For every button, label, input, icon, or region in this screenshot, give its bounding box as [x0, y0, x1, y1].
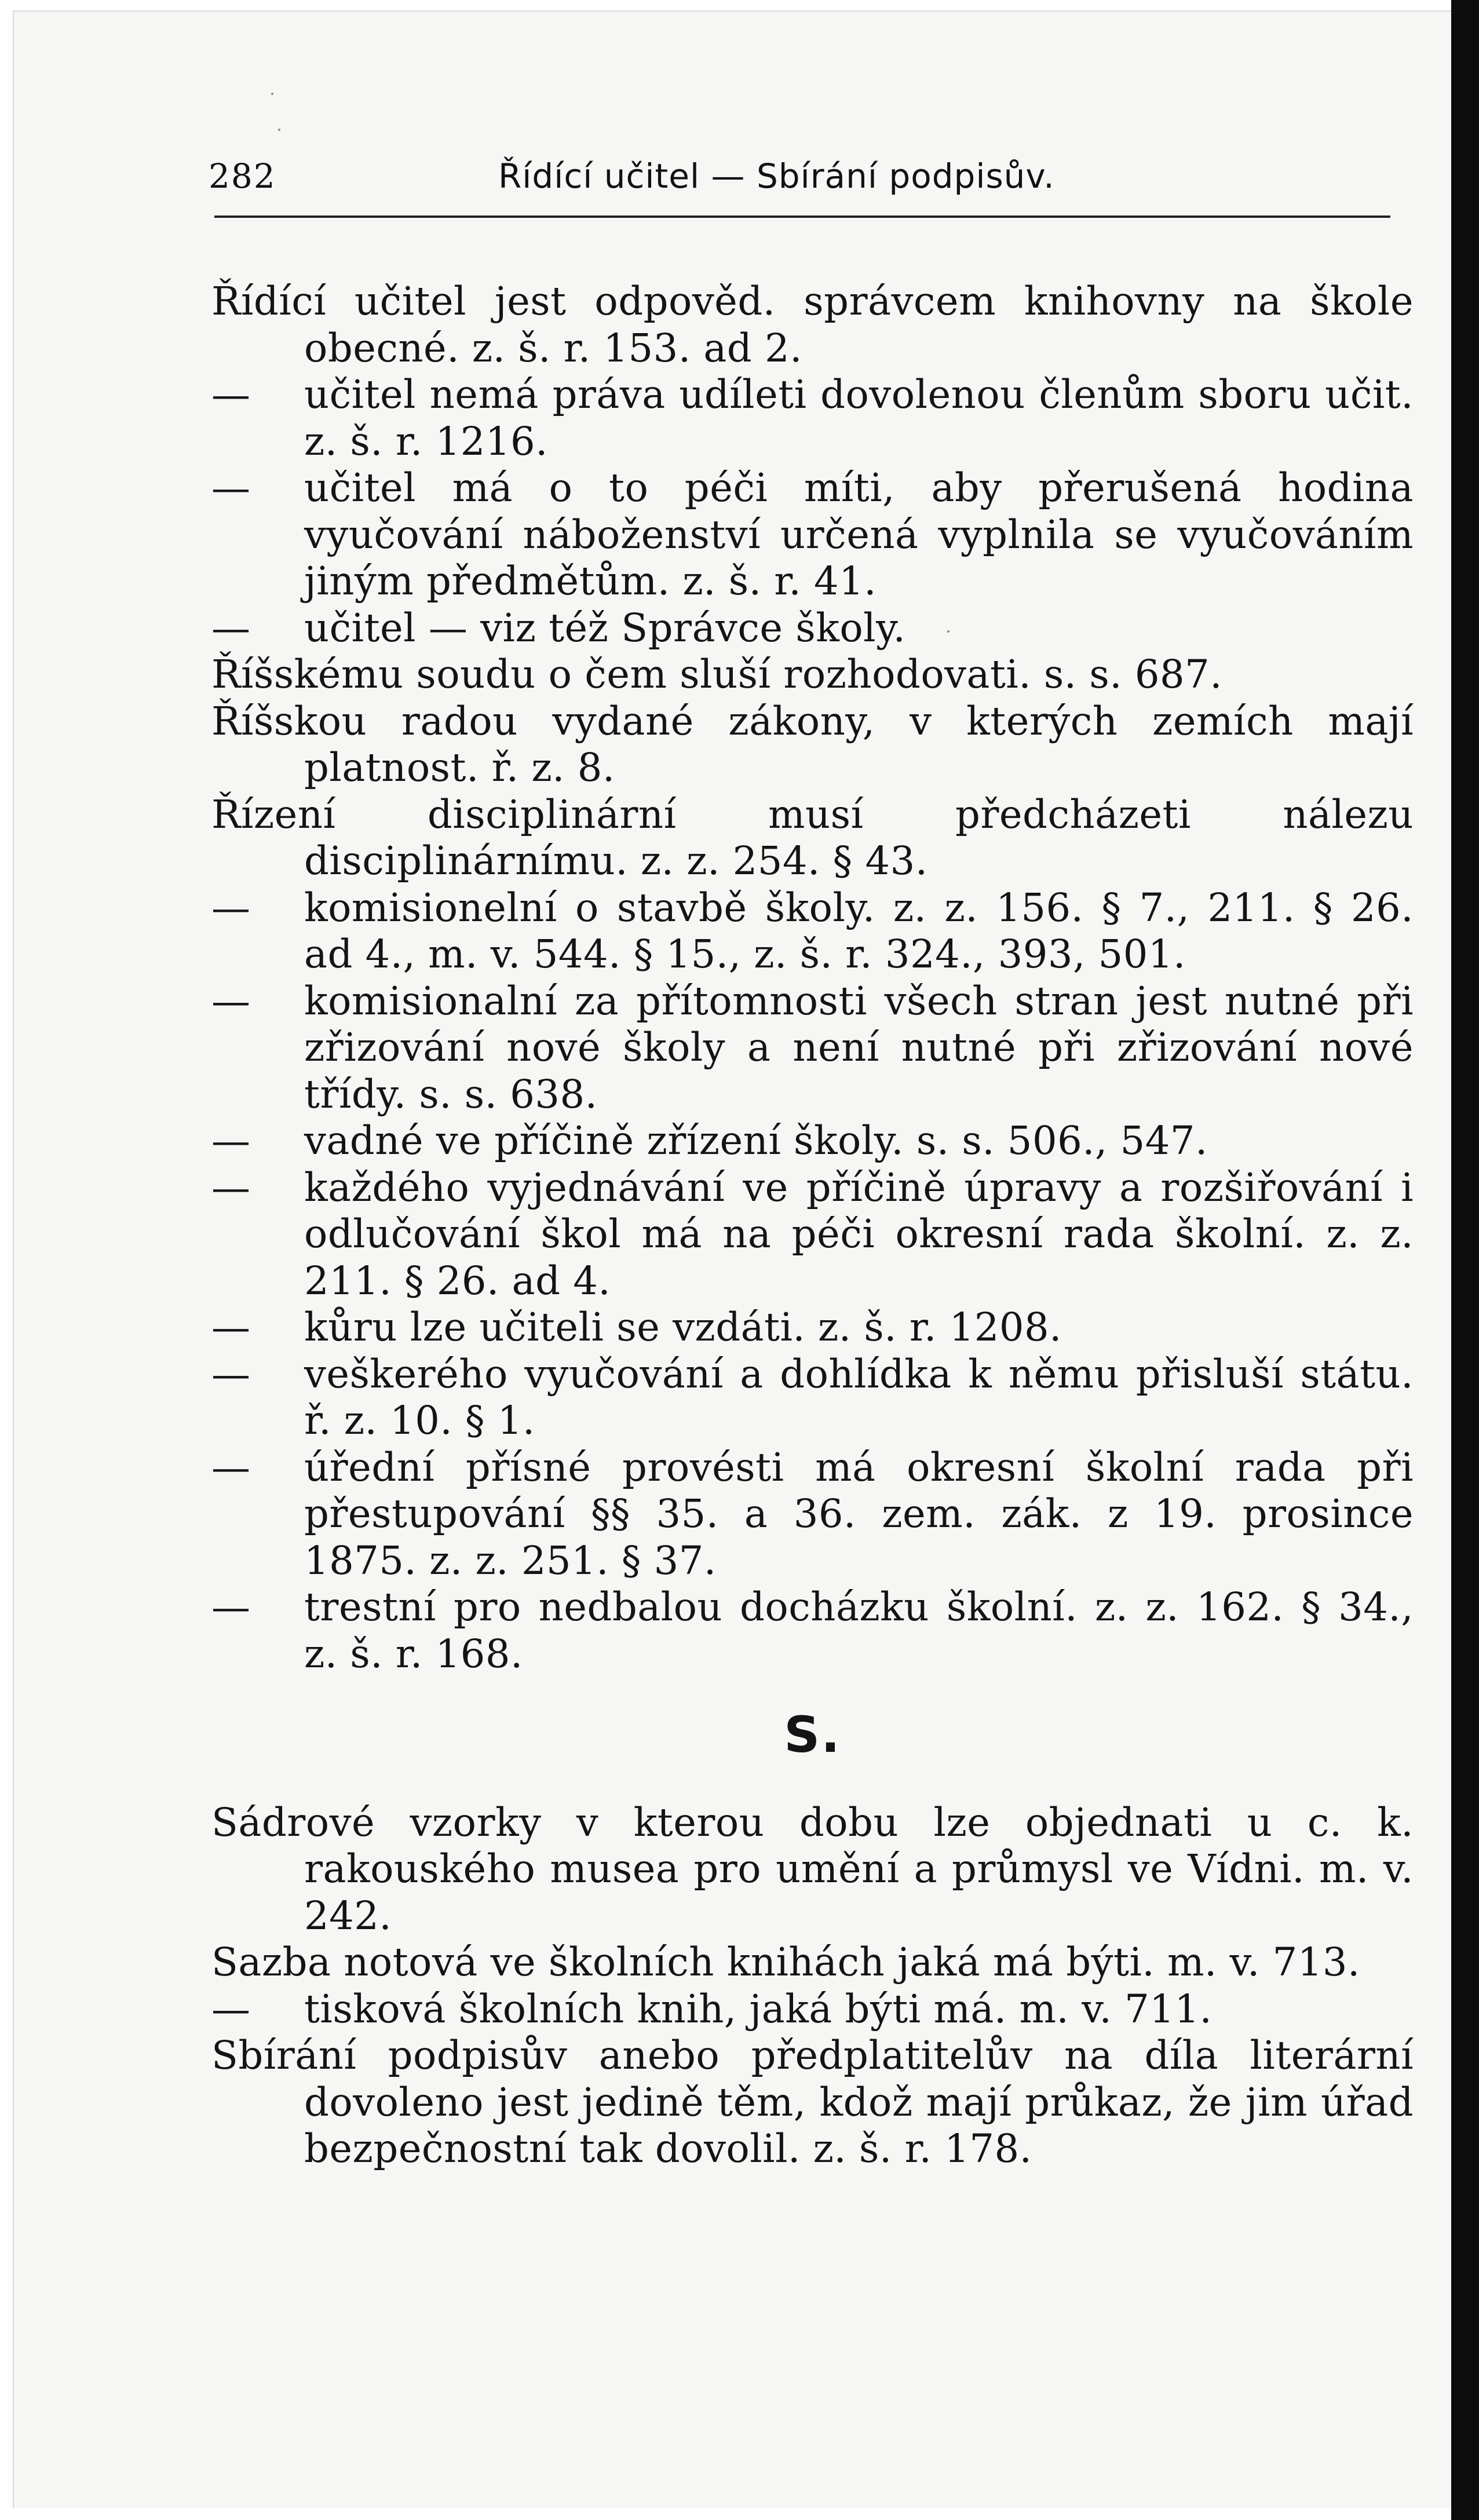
entry-text: Řízení disciplinární musí předcházeti nálezu disciplinárnímu. z. z. 254. § 43.: [211, 791, 1414, 883]
entry-text: vadné ve příčině zřízení školy. s. s. 506., 547.: [304, 1118, 1208, 1163]
index-subentry: [211, 978, 1414, 1118]
em-dash-marker: —: [211, 1584, 251, 1630]
index-subentry: [211, 1164, 1414, 1305]
entry-text: kůru lze učiteli se vzdáti. z. š. r. 1208.: [304, 1305, 1062, 1350]
index-subentry: [211, 371, 1414, 465]
index-entries: [211, 278, 1414, 2172]
entry-text: Sazba notová ve školních knihách jaká má býti. m. v. 713.: [211, 1940, 1360, 1985]
entry-text: tisková školních knih, jaká býti má. m. v. 711.: [304, 1986, 1213, 2032]
index-subentry: [211, 1584, 1414, 1677]
index-subentry: [211, 1117, 1414, 1164]
entry-text: Sbírání podpisův anebo předplatitelův na díla literární dovoleno jest jedině těm, kdož mají průkaz, že jim úřad bezpečnostní tak dovolil. z. š. r. 178.: [211, 2033, 1414, 2171]
em-dash-marker: —: [211, 465, 251, 510]
index-subentry: [211, 1304, 1414, 1351]
index-entry: [211, 651, 1414, 698]
em-dash-marker: —: [211, 885, 251, 930]
index-entry: [211, 791, 1414, 885]
entry-text: každého vyjednávání ve příčině úpravy a rozšiřování i odlučování škol má na péči okresní rada školní. z. z. 211. § 26. ad 4.: [304, 1164, 1414, 1303]
entry-text: komisionalní za přítomnosti všech stran jest nutné při zřizování nové školy a není nutné při zřizování nové třídy. s. s. 638.: [304, 978, 1414, 1117]
index-entry: [211, 1799, 1414, 1940]
index-entry: [211, 1939, 1414, 1986]
em-dash-marker: —: [211, 372, 251, 417]
entry-text: trestní pro nedbalou docházku školní. z. z. 162. § 34., z. š. r. 168.: [304, 1584, 1414, 1677]
em-dash-marker: —: [211, 1444, 251, 1490]
index-subentry: [211, 605, 1414, 652]
header-rule: [214, 216, 1390, 218]
em-dash-marker: —: [211, 1986, 251, 2032]
index-subentry: [211, 1351, 1414, 1444]
entry-text: učitel má o to péči míti, aby přerušená hodina vyučování náboženství určená vyplnila se vyučováním jiným předmětům. z. š. r. 41.: [304, 465, 1414, 604]
scan-speck: [278, 129, 280, 131]
em-dash-marker: —: [211, 1118, 251, 1163]
running-title: Řídící učitel — Sbírání podpisův.: [498, 156, 1055, 196]
entry-text: učitel nemá práva udíleti dovolenou členům sboru učit. z. š. r. 1216.: [304, 372, 1414, 464]
entry-text: úřední přísné provésti má okresní školní rada při přestupování §§ 35. a 36. zem. zák. z 19. prosince 1875. z. z. 251. § 37.: [304, 1444, 1414, 1583]
em-dash-marker: —: [211, 605, 251, 651]
index-subentry: [211, 1444, 1414, 1584]
entry-text: Říšskou radou vydané zákony, v kterých zemích mají platnost. ř. z. 8.: [211, 698, 1414, 790]
scan-edge-right: [1451, 0, 1479, 2520]
index-entry: [211, 2032, 1414, 2172]
em-dash-marker: —: [211, 1305, 251, 1350]
em-dash-marker: —: [211, 1351, 251, 1397]
scan-speck: [947, 630, 950, 633]
index-entry: [211, 278, 1414, 371]
section-letter-heading: S.: [784, 1706, 841, 1764]
em-dash-marker: —: [211, 1164, 251, 1210]
index-subentry: [211, 885, 1414, 978]
scan-speck: [271, 93, 273, 95]
entry-text: veškerého vyučování a dohlídka k němu přisluší státu. ř. z. 10. § 1.: [304, 1351, 1414, 1443]
index-subentry: [211, 465, 1414, 605]
page-left-margin: [0, 0, 13, 2520]
section-r-entries: [211, 278, 1414, 1677]
entry-text: Říšskému soudu o čem sluší rozhodovati. s. s. 687.: [211, 652, 1223, 697]
entry-text: Řídící učitel jest odpověd. správcem knihovny na škole obecné. z. š. r. 153. ad 2.: [211, 279, 1414, 371]
page-number: 282: [209, 156, 276, 196]
index-subentry: [211, 1986, 1414, 2033]
entry-text: učitel — viz též Správce školy.: [304, 605, 906, 651]
entry-text: komisionelní o stavbě školy. z. z. 156. § 7., 211. § 26. ad 4., m. v. 544. § 15., z. š. r. 324., 393, 501.: [304, 885, 1414, 977]
em-dash-marker: —: [211, 978, 251, 1024]
entry-text: Sádrové vzorky v kterou dobu lze objednati u c. k. rakouského musea pro umění a průmysl ve Vídni. m. v. 242.: [211, 1799, 1414, 1938]
index-entry: [211, 698, 1414, 791]
section-s-entries: [211, 1799, 1414, 2172]
page-header: [209, 156, 1390, 209]
